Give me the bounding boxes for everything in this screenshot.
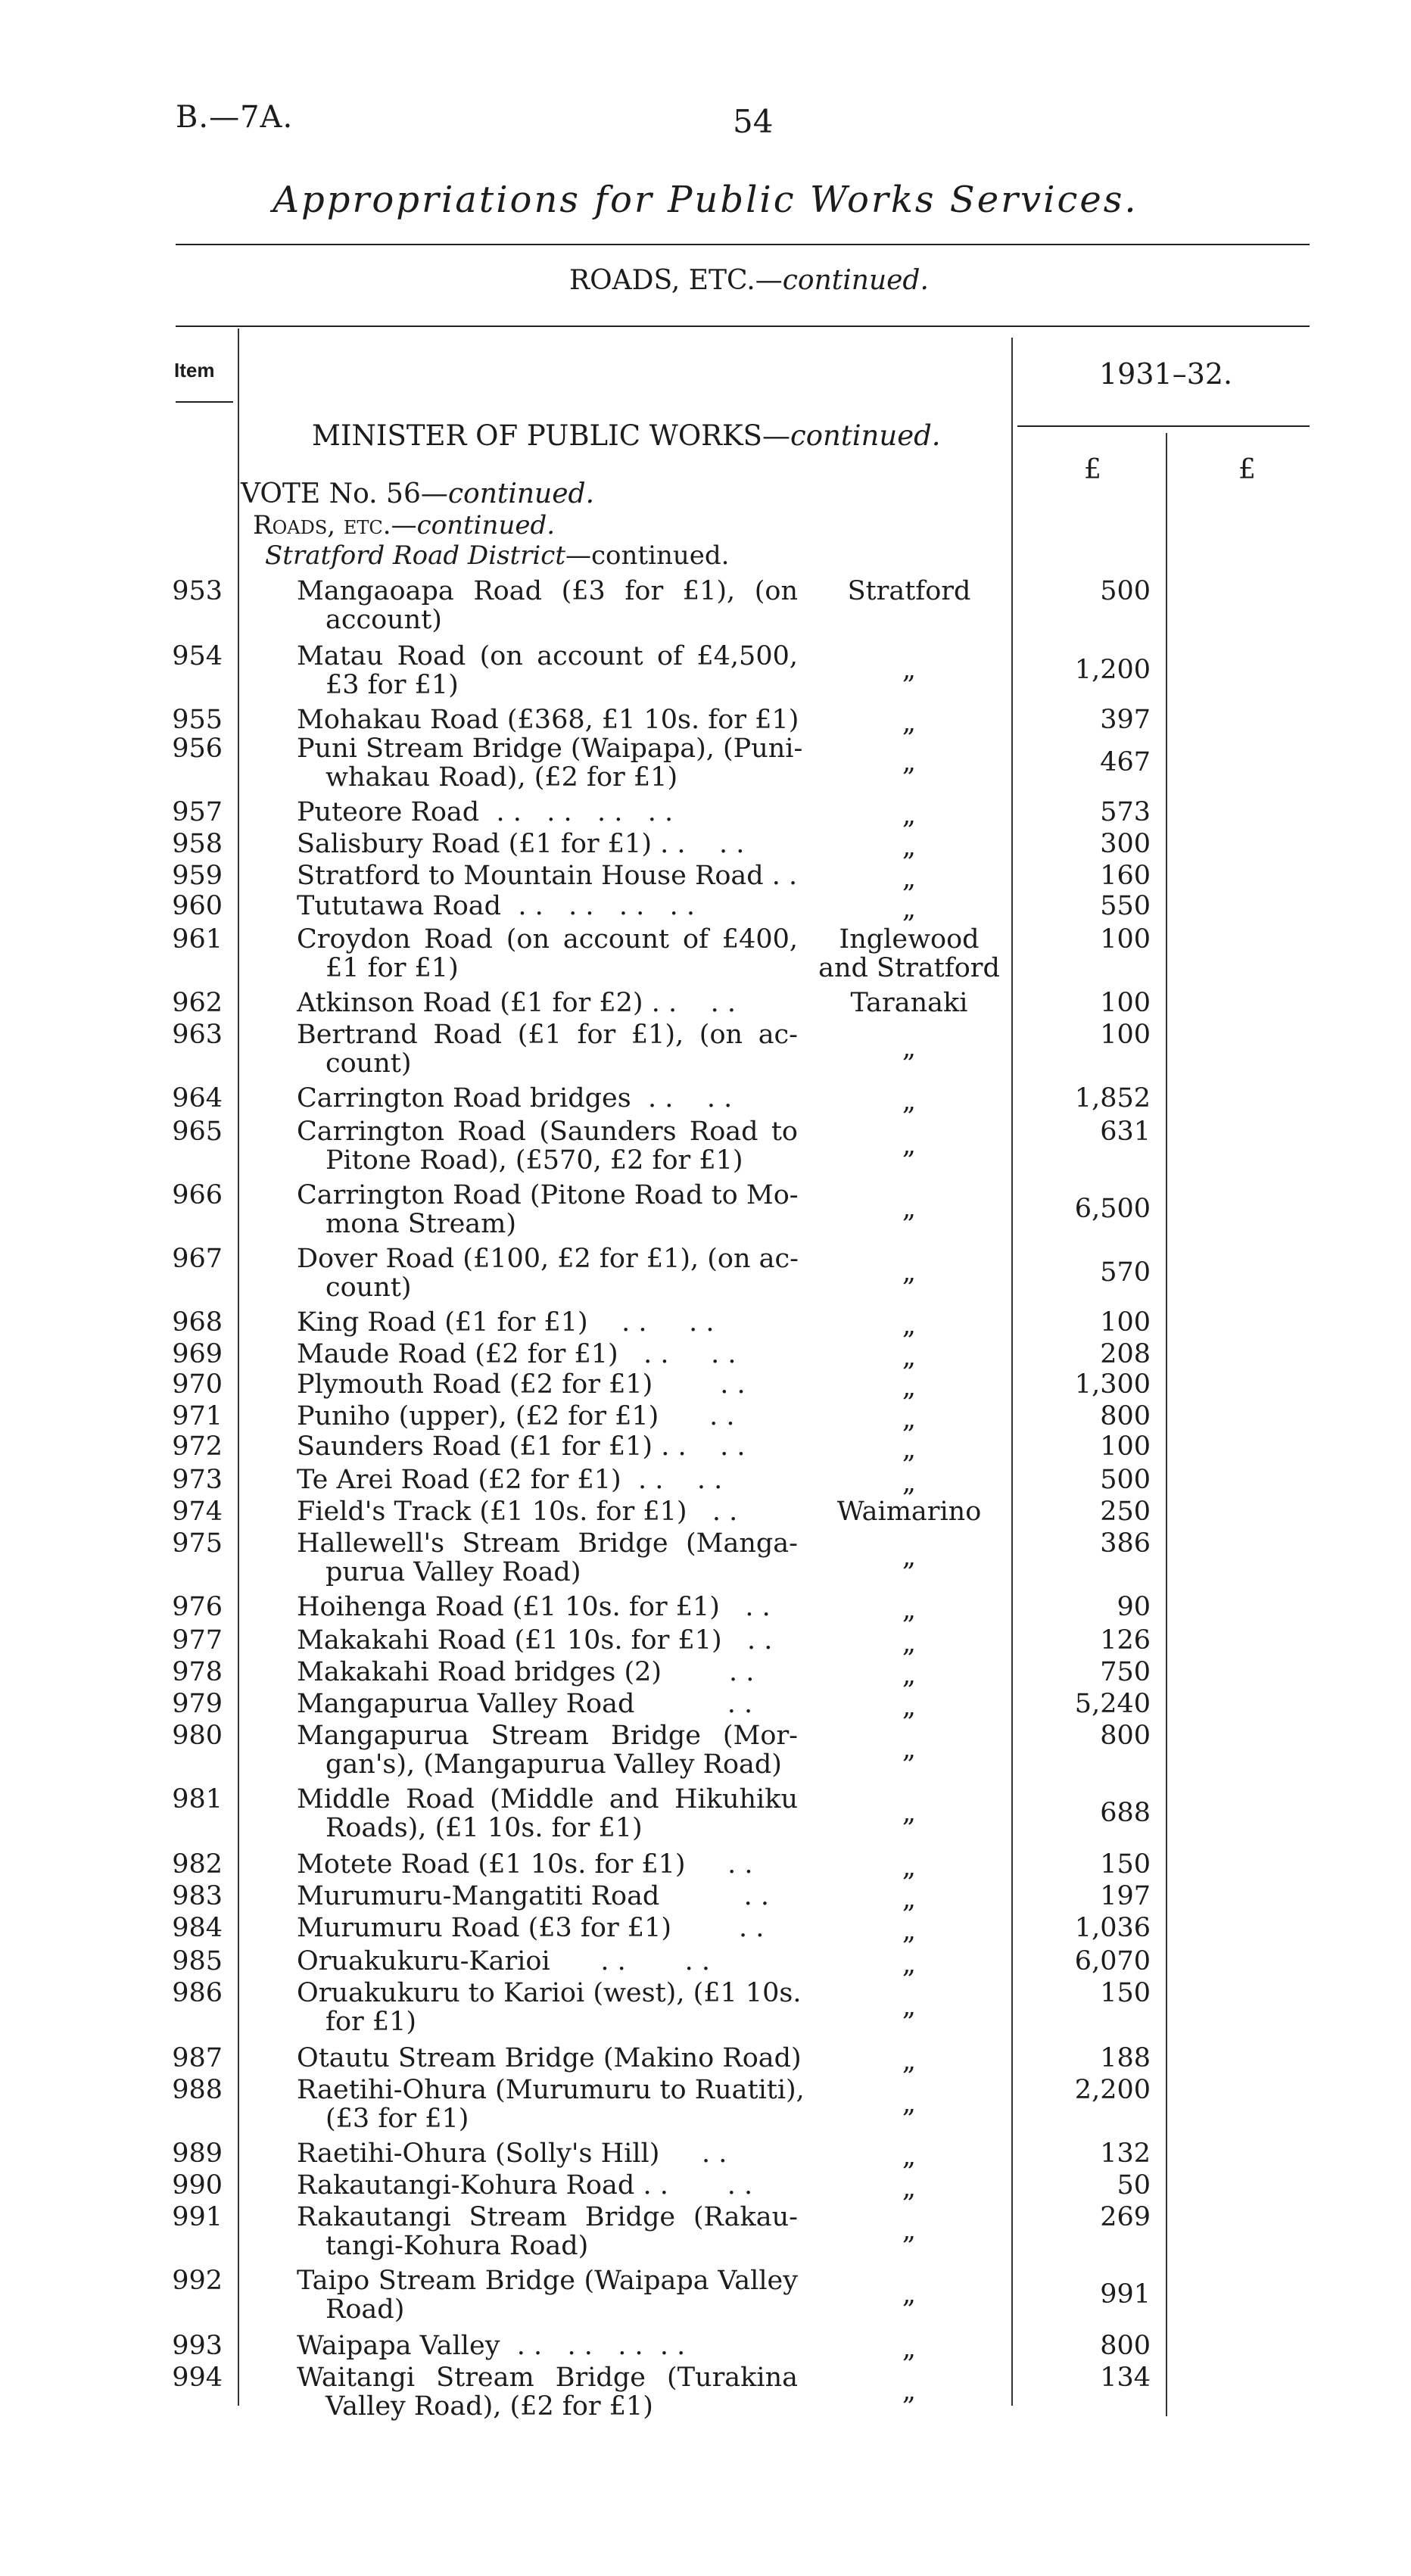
description-line-1: Oruakukuru-Karioi . . . . [297,1946,711,1976]
road-district [807,1373,1011,1402]
item-number: 986 [172,1978,223,2008]
item-description [297,1914,798,1942]
roads-heading [253,510,555,540]
district-name: „ [902,1404,917,1434]
description-line-1: Matau Road (on account of £4,500, [297,641,798,671]
amount: 386 [1100,1528,1151,1559]
district-name: „ [902,2046,917,2076]
district-name: „ [902,1628,917,1659]
district-name: „ [902,2173,917,2204]
description-line-1: Te Arei Road (£2 for £1) . . . . [297,1465,723,1495]
district-name: „ [902,832,917,862]
district-name: „ [902,1542,917,1572]
description-line-2: mona Stream) [325,1209,516,1239]
item-description [297,989,798,1017]
road-district [807,1497,1011,1526]
district-name: „ [902,1798,917,1828]
item-description [297,1593,798,1621]
amount: 800 [1100,1721,1151,1751]
item-description [297,892,798,920]
amount: 150 [1100,1849,1151,1880]
district-name: „ [902,2279,917,2310]
district-name: „ [902,2334,917,2364]
item-description [297,1850,798,1879]
district-name: Stratford [847,576,971,606]
description-line-1: Murumuru Road (£3 for £1) . . [297,1913,765,1943]
district-name: „ [902,1130,917,1160]
item-number: 979 [172,1689,223,1719]
district-name: „ [902,708,917,738]
amount: 208 [1100,1339,1151,1369]
road-district [807,1799,1011,1827]
road-district [807,1992,1011,2021]
description-line-1: Taipo Stream Bridge (Waipapa Valley [297,2266,798,2296]
vote-heading [241,478,594,509]
item-number: 959 [172,861,223,891]
currency-symbol-1: £ [1084,454,1101,485]
item-number: 981 [172,1784,223,1814]
amount: 188 [1100,2043,1151,2073]
item-number: 987 [172,2043,223,2073]
description-line-1: Otautu Stream Bridge (Makino Road) [297,2043,802,2073]
currency-symbol-2: £ [1238,454,1256,485]
description-line-1: Waipapa Valley . . . . . . . . [297,2331,686,2361]
district-label: Stratford Road District [265,540,566,571]
item-description [297,1947,798,1976]
road-district [807,2174,1011,2203]
item-number: 980 [172,1721,223,1751]
description-line-1: Puni Stream Bridge (Waipapa), (Puni- [297,734,803,764]
description-line-1: Mangaoapa Road (£3 for £1), (on [297,576,798,606]
item-description [297,2171,798,2200]
item-description [297,2266,798,2324]
description-line-1: Waitangi Stream Bridge (Turakina [297,2363,798,2393]
page-title: Appropriations for Public Works Services. [273,179,1138,221]
description-line-2: Road) [325,2294,405,2325]
district-name: „ [902,1434,917,1465]
road-district [807,1885,1011,1914]
road-district [807,1258,1011,1287]
item-description [297,1658,798,1687]
road-district [807,1469,1011,1497]
item-description [297,2363,798,2421]
description-line-2: count) [325,1048,412,1079]
amount: 126 [1100,1625,1151,1656]
amount: 1,200 [1074,655,1151,685]
item-description [297,1402,798,1431]
road-district [807,801,1011,830]
district-name: „ [902,1086,917,1117]
item-number: 962 [172,988,223,1018]
item-description [297,1529,798,1587]
item-number: 960 [172,891,223,921]
item-description [297,577,798,634]
description-line-2: count) [325,1272,412,1303]
minister-label: MINISTER OF PUBLIC WORKS— [312,419,790,452]
item-number: 977 [172,1625,223,1656]
vote-label: VOTE No. 56— [241,478,448,509]
amount: 100 [1100,988,1151,1018]
item-description [297,1340,798,1369]
district-name: „ [902,1660,917,1690]
item-number: 978 [172,1657,223,1687]
item-number: 993 [172,2331,223,2361]
district-name: „ [902,1884,917,1914]
item-number: 970 [172,1369,223,1400]
item-description [297,1626,798,1655]
roads-label: Roads, etc.— [253,510,417,540]
description-line-1: Stratford to Mountain House Road . . [297,861,798,891]
vote-continued: continued. [447,478,595,509]
amount: 100 [1100,1431,1151,1462]
road-district [807,2335,1011,2363]
item-number: 958 [172,829,223,859]
description-line-1: Mangapurua Valley Road . . [297,1689,753,1719]
amount: 6,070 [1074,1946,1151,1976]
description-line-2: gan's), (Mangapurua Valley Road) [325,1749,782,1780]
item-number: 965 [172,1117,223,1147]
road-district [807,1735,1011,1764]
district-name: „ [902,894,917,924]
description-line-1: Makakahi Road bridges (2) . . [297,1657,755,1687]
item-description [297,1370,798,1399]
item-number: 966 [172,1180,223,1210]
amount: 1,036 [1074,1913,1151,1943]
amount: 300 [1100,829,1151,859]
description-line-1: Makakahi Road (£1 10s. for £1) . . [297,1625,773,1656]
district-name: „ [902,800,917,830]
description-line-1: Middle Road (Middle and Hikuhiku [297,1784,798,1814]
district-name: „ [902,1852,917,1883]
description-line-1: Rakautangi-Kohura Road . . . . [297,2170,753,2201]
amount: 991 [1100,2279,1151,2310]
description-line-2: tangi-Kohura Road) [325,2231,589,2261]
district-column-divider [1011,338,1013,2406]
item-description [297,1084,798,1113]
item-number: 971 [172,1401,223,1431]
road-district [807,1661,1011,1690]
item-number: 967 [172,1244,223,1274]
description-line-1: Rakautangi Stream Bridge (Rakau- [297,2202,798,2232]
item-number: 976 [172,1592,223,1622]
district-name: „ [902,1310,917,1341]
description-line-1: Puniho (upper), (£2 for £1) . . [297,1401,735,1431]
description-line-1: Raetihi-Ohura (Solly's Hill) . . [297,2138,727,2169]
item-description [297,2043,802,2073]
item-description [297,642,798,699]
item-column-divider [238,329,239,2406]
district-name: „ [902,1342,917,1372]
description-line-1: Oruakukuru to Karioi (west), (£1 10s. [297,1978,802,2008]
table-top-rule [176,326,1310,327]
description-line-2: account) [325,605,442,635]
district-name: Taranaki [850,988,968,1018]
item-number: 982 [172,1849,223,1880]
description-line-1: Murumuru-Mangatiti Road . . [297,1881,769,1911]
district-name: „ [902,747,917,777]
road-district [807,1917,1011,1945]
description-line-1: Maude Road (£2 for £1) . . . . [297,1339,737,1369]
item-number: 963 [172,1020,223,1050]
item-number: 991 [172,2202,223,2232]
subtitle-main: ROADS, ETC.— [569,265,783,296]
description-line-1: Carrington Road (Pitone Road to Mo- [297,1180,799,1210]
description-line-1: Hallewell's Stream Bridge (Manga- [297,1528,798,1559]
item-header-rule [176,401,233,403]
year-header-rule [1017,425,1310,427]
page-subtitle [569,265,929,296]
district-name: „ [902,1734,917,1765]
amount: 550 [1100,891,1151,921]
item-description [297,1497,798,1526]
item-number: 972 [172,1431,223,1462]
description-line-2: purua Valley Road) [325,1557,581,1587]
amount: 750 [1100,1657,1151,1687]
description-line-2: whakau Road), (£2 for £1) [325,762,678,793]
road-district [807,748,1011,777]
description-line-1: Carrington Road bridges . . . . [297,1083,733,1114]
item-description [297,2203,798,2260]
district-heading [265,540,729,571]
item-description [297,2075,805,2134]
item-description [297,734,803,793]
amount: 134 [1100,2363,1151,2393]
road-district [807,1950,1011,1979]
road-district [807,895,1011,924]
district-name: „ [902,2089,917,2119]
title-rule [176,244,1310,245]
road-district [807,2280,1011,2309]
road-district [807,709,1011,737]
description-line-1: Hoihenga Road (£1 10s. for £1) . . [297,1592,771,1622]
amount: 100 [1100,1307,1151,1338]
amount: 1,852 [1074,1083,1151,1114]
description-line-2: for £1) [325,2007,417,2037]
description-line-2: Roads), (£1 10s. for £1) [325,1813,643,1843]
road-district [807,2216,1011,2245]
item-number: 984 [172,1913,223,1943]
item-number: 994 [172,2363,223,2393]
district-name: „ [902,655,917,685]
district-name: „ [902,1372,917,1403]
amount: 100 [1100,1020,1151,1050]
item-number: 990 [172,2170,223,2201]
road-district [807,2047,1011,2076]
amount: 500 [1100,576,1151,606]
description-line-1: King Road (£1 for £1) . . . . [297,1307,715,1338]
amount: 6,500 [1074,1194,1151,1224]
amount: 570 [1100,1257,1151,1288]
column-header-item: Item [174,359,215,382]
item-description [297,1117,798,1175]
amount: 800 [1100,2331,1151,2361]
item-number: 969 [172,1339,223,1369]
description-line-2: £3 for £1) [325,670,459,700]
item-description [297,1244,798,1302]
item-number: 974 [172,1497,223,1527]
district-name: „ [902,1194,917,1224]
amount: 197 [1100,1881,1151,1911]
item-description [297,925,798,983]
item-number: 973 [172,1465,223,1495]
amount-column-divider [1166,433,1167,2416]
road-district [807,577,1011,606]
item-description [297,1978,802,2037]
road-district [807,2089,1011,2118]
description-line-2: Valley Road), (£2 for £1) [325,2391,653,2422]
district-continued: —continued. [565,540,730,571]
item-description [297,1181,798,1238]
description-line-1: Saunders Road (£1 for £1) . . . . [297,1431,746,1462]
item-description [297,2331,798,2360]
district-name: Waimarino [836,1497,982,1527]
item-description [297,1882,798,1911]
description-line-1: Mangapurua Stream Bridge (Mor- [297,1721,798,1751]
road-district [807,1629,1011,1658]
road-district [807,1087,1011,1116]
district-name: „ [902,2141,917,2172]
amount: 631 [1100,1117,1151,1147]
road-district [807,656,1011,684]
item-description [297,798,798,827]
item-description [297,1308,798,1337]
district-name: Inglewood [839,924,980,955]
amount: 50 [1117,2170,1151,2201]
amount: 132 [1100,2138,1151,2169]
item-number: 953 [172,576,223,606]
road-district [807,1853,1011,1882]
description-line-1: Mohakau Road (£368, £1 10s. for £1) [297,705,799,735]
document-reference: B.—7A. [176,100,294,135]
description-line-1: Raetihi-Ohura (Murumuru to Ruatiti), [297,2075,805,2105]
road-district [807,1195,1011,1223]
district-name: „ [902,864,917,894]
road-district [807,1034,1011,1063]
description-line-1: Atkinson Road (£1 for £2) . . . . [297,988,736,1018]
amount: 1,300 [1074,1369,1151,1400]
district-name: „ [902,2216,917,2246]
district-name: „ [902,1949,917,1980]
item-description [297,1466,798,1494]
item-number: 956 [172,734,223,764]
description-line-1: Carrington Road (Saunders Road to [297,1117,798,1147]
description-line-2: Pitone Road), (£570, £2 for £1) [325,1145,743,1176]
item-description [297,2139,798,2168]
amount: 800 [1100,1401,1151,1431]
description-line-1: Puteore Road . . . . . . . . [297,797,674,827]
district-name-line-2: and Stratford [818,953,1000,983]
item-number: 968 [172,1307,223,1338]
road-district [807,1596,1011,1624]
page-number: 54 [733,103,774,140]
item-number: 992 [172,2266,223,2296]
road-district [807,1343,1011,1372]
district-name: „ [902,1916,917,1946]
road-district [807,989,1011,1017]
item-number: 957 [172,797,223,827]
item-description [297,830,798,858]
description-line-2: (£3 for £1) [325,2104,469,2134]
road-district [807,925,1011,983]
district-name: „ [902,2376,917,2406]
road-district [807,1131,1011,1160]
amount: 500 [1100,1465,1151,1495]
amount: 573 [1100,797,1151,827]
amount: 269 [1100,2202,1151,2232]
road-district [807,1311,1011,1340]
amount: 150 [1100,1978,1151,2008]
road-district [807,833,1011,861]
item-description [297,1721,798,1779]
road-district [807,1693,1011,1721]
description-line-1: Motete Road (£1 10s. for £1) . . [297,1849,753,1880]
item-description [297,1020,798,1078]
description-line-1: Tututawa Road . . . . . . . . [297,891,695,921]
road-district [807,2142,1011,2171]
amount: 467 [1100,747,1151,777]
subtitle-continued: continued. [782,265,929,296]
road-district [807,864,1011,893]
item-description [297,706,798,734]
section-heading-minister [312,419,941,452]
item-number: 961 [172,924,223,955]
amount: 5,240 [1074,1689,1151,1719]
item-description [297,861,798,890]
item-number: 988 [172,2075,223,2105]
item-number: 985 [172,1946,223,1976]
district-name: „ [902,1033,917,1064]
description-line-1: Croydon Road (on account of £400, [297,924,798,955]
description-line-1: Field's Track (£1 10s. for £1) . . [297,1497,738,1527]
district-name: „ [902,1595,917,1625]
item-number: 954 [172,641,223,671]
item-number: 989 [172,2138,223,2169]
district-name: „ [902,1468,917,1498]
description-line-1: Dover Road (£100, £2 for £1), (on ac- [297,1244,799,1274]
road-district [807,1435,1011,1464]
district-name: „ [902,1992,917,2022]
item-description [297,1690,798,1718]
description-line-1: Salisbury Road (£1 for £1) . . . . [297,829,745,859]
description-line-1: Bertrand Road (£1 for £1), (on ac- [297,1020,798,1050]
roads-continued: continued. [416,510,556,540]
item-number: 983 [172,1881,223,1911]
amount: 2,200 [1074,2075,1151,2105]
item-number: 964 [172,1083,223,1114]
minister-continued: continued. [790,419,941,452]
description-line-2: £1 for £1) [325,953,459,983]
road-district [807,2377,1011,2406]
item-description [297,1432,798,1461]
amount: 90 [1117,1592,1151,1622]
district-name: „ [902,1692,917,1722]
amount: 397 [1100,705,1151,735]
amount: 250 [1100,1497,1151,1527]
item-description [297,1785,798,1842]
amount: 688 [1100,1798,1151,1828]
road-district [807,1405,1011,1434]
amount: 160 [1100,861,1151,891]
district-name: „ [902,1257,917,1288]
road-district [807,1543,1011,1571]
column-header-year: 1931–32. [1099,357,1233,391]
item-number: 955 [172,705,223,735]
description-line-1: Plymouth Road (£2 for £1) . . [297,1369,746,1400]
amount: 100 [1100,924,1151,955]
item-number: 975 [172,1528,223,1559]
